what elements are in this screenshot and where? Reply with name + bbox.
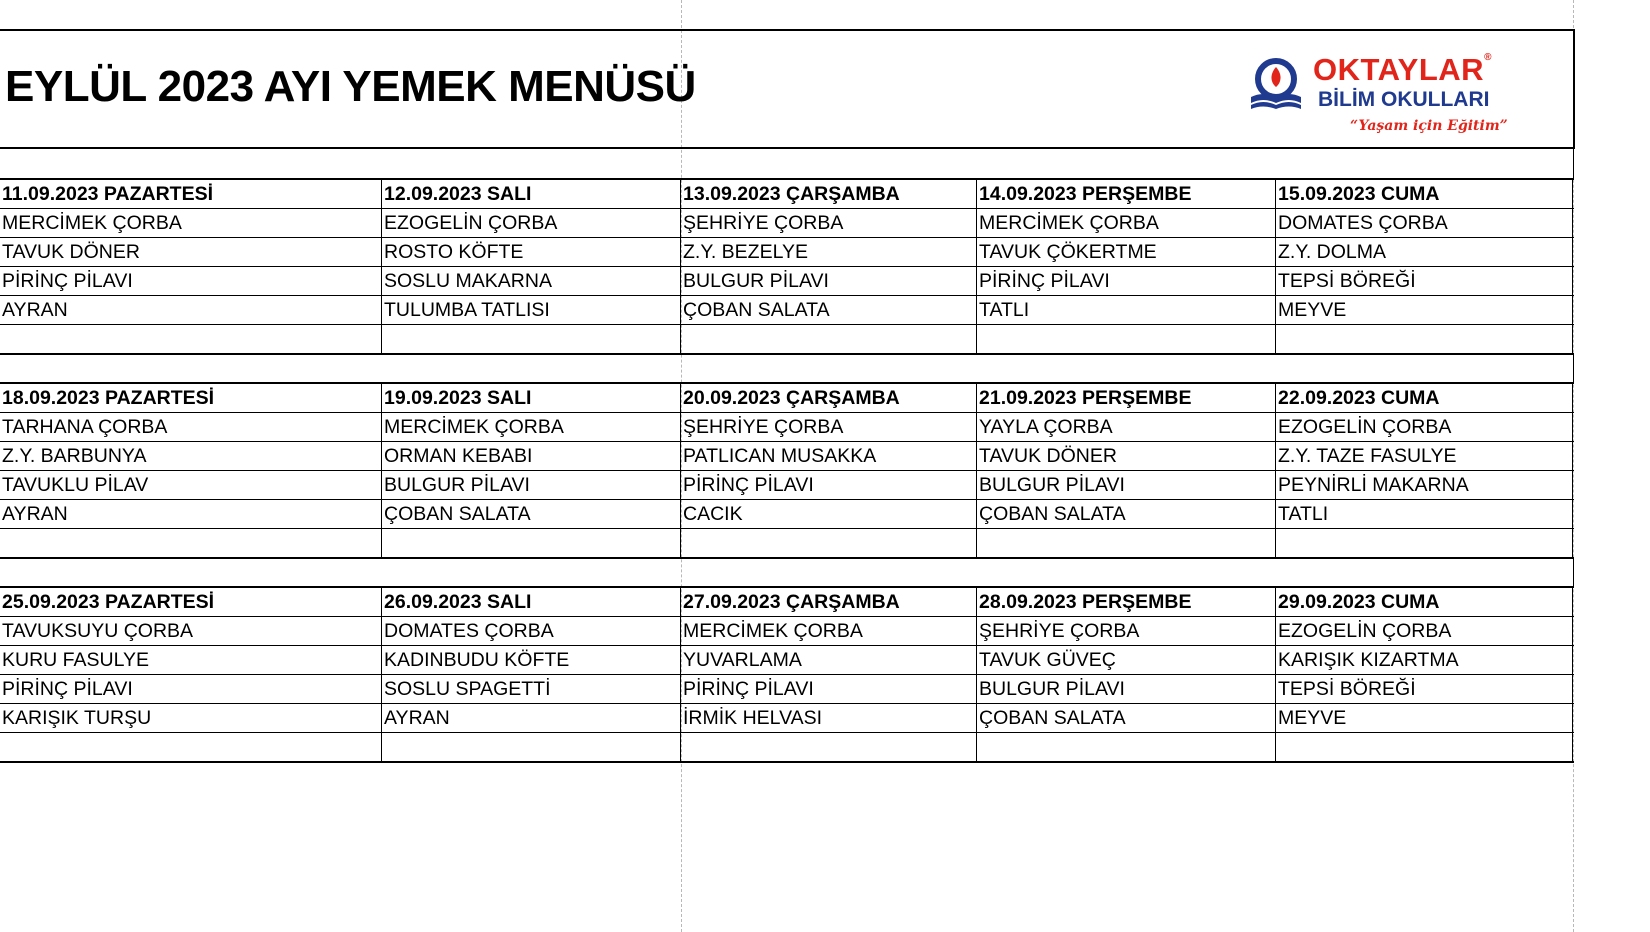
- menu-item-cell[interactable]: ÇOBAN SALATA: [976, 500, 1275, 528]
- menu-row: [0, 674, 1574, 703]
- menu-item-cell[interactable]: Z.Y. DOLMA: [1275, 238, 1573, 266]
- menu-item-cell[interactable]: PİRİNÇ PİLAVI: [680, 471, 976, 499]
- header-top-border: [0, 29, 1574, 31]
- menu-row: [0, 499, 1574, 528]
- day-header-cell[interactable]: 22.09.2023 CUMA: [1275, 384, 1573, 412]
- empty-row: [0, 732, 1574, 761]
- week-table: [0, 586, 1574, 763]
- menu-item-cell[interactable]: MEYVE: [1275, 296, 1573, 324]
- menu-item-cell[interactable]: MERCİMEK ÇORBA: [680, 617, 976, 645]
- menu-item-cell[interactable]: [976, 529, 1275, 557]
- day-header-cell[interactable]: 26.09.2023 SALI: [381, 588, 680, 616]
- day-header-cell[interactable]: 12.09.2023 SALI: [381, 180, 680, 208]
- menu-item-cell[interactable]: SOSLU MAKARNA: [381, 267, 680, 295]
- day-header-cell[interactable]: 21.09.2023 PERŞEMBE: [976, 384, 1275, 412]
- menu-item-cell[interactable]: PİRİNÇ PİLAVI: [680, 675, 976, 703]
- menu-row: [0, 208, 1574, 237]
- day-header-cell[interactable]: 15.09.2023 CUMA: [1275, 180, 1573, 208]
- menu-item-cell[interactable]: Z.Y. BARBUNYA: [2, 445, 147, 467]
- logo-slogan: “Yaşam için Eğitim”: [1350, 118, 1508, 134]
- menu-row: [0, 295, 1574, 324]
- menu-item-cell[interactable]: [680, 733, 976, 761]
- menu-item-cell[interactable]: KARIŞIK KIZARTMA: [1275, 646, 1573, 674]
- menu-item-cell[interactable]: KADINBUDU KÖFTE: [381, 646, 680, 674]
- menu-item-cell[interactable]: TATLI: [976, 296, 1275, 324]
- menu-item-cell[interactable]: TAVUK DÖNER: [976, 442, 1275, 470]
- menu-item-cell[interactable]: ROSTO KÖFTE: [381, 238, 680, 266]
- logo-subtitle: BİLİM OKULLARI: [1318, 88, 1490, 111]
- menu-item-cell[interactable]: ÇOBAN SALATA: [976, 704, 1275, 732]
- week-table: [0, 178, 1574, 355]
- menu-row: [0, 616, 1574, 645]
- menu-item-cell[interactable]: TEPSİ BÖREĞİ: [1275, 675, 1573, 703]
- menu-item-cell[interactable]: TAVUKLU PİLAV: [2, 474, 149, 496]
- menu-item-cell[interactable]: [680, 325, 976, 353]
- menu-row: [0, 237, 1574, 266]
- menu-row: [0, 645, 1574, 674]
- menu-item-cell[interactable]: PATLICAN MUSAKKA: [680, 442, 976, 470]
- day-header-cell[interactable]: 11.09.2023 PAZARTESİ: [2, 183, 213, 205]
- menu-item-cell[interactable]: SOSLU SPAGETTİ: [381, 675, 680, 703]
- menu-item-cell[interactable]: ORMAN KEBABI: [381, 442, 680, 470]
- menu-item-cell[interactable]: İRMİK HELVASI: [680, 704, 976, 732]
- day-header-row: [0, 382, 1574, 412]
- menu-item-cell[interactable]: Z.Y. TAZE FASULYE: [1275, 442, 1573, 470]
- menu-item-cell[interactable]: TAVUK ÇÖKERTME: [976, 238, 1275, 266]
- empty-row: [0, 528, 1574, 557]
- logo-brand: OKTAYLAR®: [1313, 52, 1492, 87]
- spacer-row: [0, 149, 1574, 179]
- menu-item-cell[interactable]: AYRAN: [381, 704, 680, 732]
- menu-item-cell[interactable]: [1275, 529, 1573, 557]
- menu-item-cell[interactable]: ŞEHRİYE ÇORBA: [680, 413, 976, 441]
- menu-item-cell[interactable]: [680, 529, 976, 557]
- menu-item-cell[interactable]: [381, 529, 680, 557]
- menu-item-cell[interactable]: MERCİMEK ÇORBA: [381, 413, 680, 441]
- menu-item-cell[interactable]: EZOGELİN ÇORBA: [1275, 617, 1573, 645]
- menu-item-cell[interactable]: [976, 325, 1275, 353]
- day-header-cell[interactable]: 25.09.2023 PAZARTESİ: [2, 591, 215, 613]
- menu-row: [0, 703, 1574, 732]
- menu-item-cell[interactable]: KARIŞIK TURŞU: [2, 707, 152, 729]
- menu-item-cell[interactable]: [0, 733, 381, 761]
- day-header-cell[interactable]: 13.09.2023 ÇARŞAMBA: [680, 180, 976, 208]
- menu-item-cell[interactable]: AYRAN: [2, 299, 68, 321]
- menu-item-cell[interactable]: AYRAN: [2, 503, 68, 525]
- menu-item-cell[interactable]: BULGUR PİLAVI: [976, 471, 1275, 499]
- menu-item-cell[interactable]: PİRİNÇ PİLAVI: [976, 267, 1275, 295]
- menu-item-cell[interactable]: EZOGELİN ÇORBA: [381, 209, 680, 237]
- day-header-cell[interactable]: 18.09.2023 PAZARTESİ: [2, 387, 215, 409]
- menu-item-cell[interactable]: PİRİNÇ PİLAVI: [2, 678, 133, 700]
- spacer-row: [0, 559, 1574, 588]
- day-header-cell[interactable]: 19.09.2023 SALI: [381, 384, 680, 412]
- menu-item-cell[interactable]: DOMATES ÇORBA: [1275, 209, 1573, 237]
- menu-item-cell[interactable]: KURU FASULYE: [2, 649, 150, 671]
- menu-row: [0, 266, 1574, 295]
- day-header-cell[interactable]: 28.09.2023 PERŞEMBE: [976, 588, 1275, 616]
- menu-item-cell[interactable]: PİRİNÇ PİLAVI: [2, 270, 133, 292]
- menu-item-cell[interactable]: EZOGELİN ÇORBA: [1275, 413, 1573, 441]
- menu-item-cell[interactable]: [0, 325, 381, 353]
- menu-item-cell[interactable]: [976, 733, 1275, 761]
- menu-item-cell[interactable]: CACIK: [680, 500, 976, 528]
- week-table: [0, 382, 1574, 559]
- day-header-row: [0, 586, 1574, 616]
- menu-item-cell[interactable]: TEPSİ BÖREĞİ: [1275, 267, 1573, 295]
- menu-item-cell[interactable]: TARHANA ÇORBA: [2, 416, 168, 438]
- school-emblem-icon: [1247, 57, 1305, 111]
- menu-item-cell[interactable]: ÇOBAN SALATA: [381, 500, 680, 528]
- menu-item-cell[interactable]: BULGUR PİLAVI: [976, 675, 1275, 703]
- day-header-cell[interactable]: 27.09.2023 ÇARŞAMBA: [680, 588, 976, 616]
- menu-item-cell[interactable]: [1275, 733, 1573, 761]
- menu-item-cell[interactable]: TULUMBA TATLISI: [381, 296, 680, 324]
- menu-item-cell[interactable]: ÇOBAN SALATA: [680, 296, 976, 324]
- menu-item-cell[interactable]: BULGUR PİLAVI: [680, 267, 976, 295]
- day-header-cell[interactable]: 20.09.2023 ÇARŞAMBA: [680, 384, 976, 412]
- menu-item-cell[interactable]: TAVUK GÜVEÇ: [976, 646, 1275, 674]
- menu-row: [0, 441, 1574, 470]
- day-header-cell[interactable]: 29.09.2023 CUMA: [1275, 588, 1573, 616]
- menu-item-cell[interactable]: MERCİMEK ÇORBA: [976, 209, 1275, 237]
- menu-item-cell[interactable]: [381, 733, 680, 761]
- menu-item-cell[interactable]: DOMATES ÇORBA: [381, 617, 680, 645]
- menu-item-cell[interactable]: TATLI: [1275, 500, 1573, 528]
- menu-item-cell[interactable]: ŞEHRİYE ÇORBA: [680, 209, 976, 237]
- menu-item-cell[interactable]: PEYNİRLİ MAKARNA: [1275, 471, 1573, 499]
- menu-item-cell[interactable]: Z.Y. BEZELYE: [680, 238, 976, 266]
- day-header-row: [0, 178, 1574, 208]
- header-right-border: [1573, 29, 1575, 149]
- menu-item-cell[interactable]: MERCİMEK ÇORBA: [2, 212, 182, 234]
- spacer-row: [0, 355, 1574, 384]
- menu-item-cell[interactable]: TAVUKSUYU ÇORBA: [2, 620, 194, 642]
- registered-mark: ®: [1484, 52, 1492, 63]
- menu-item-cell[interactable]: [381, 325, 680, 353]
- menu-item-cell[interactable]: BULGUR PİLAVI: [381, 471, 680, 499]
- menu-item-cell[interactable]: YUVARLAMA: [680, 646, 976, 674]
- menu-item-cell[interactable]: [1275, 325, 1573, 353]
- school-logo: [1247, 52, 1517, 142]
- menu-row: [0, 412, 1574, 441]
- menu-item-cell[interactable]: TAVUK DÖNER: [2, 241, 140, 263]
- menu-item-cell[interactable]: YAYLA ÇORBA: [976, 413, 1275, 441]
- menu-row: [0, 470, 1574, 499]
- menu-item-cell[interactable]: [0, 529, 381, 557]
- empty-row: [0, 324, 1574, 353]
- day-header-cell[interactable]: 14.09.2023 PERŞEMBE: [976, 180, 1275, 208]
- menu-item-cell[interactable]: MEYVE: [1275, 704, 1573, 732]
- menu-item-cell[interactable]: ŞEHRİYE ÇORBA: [976, 617, 1275, 645]
- page-title: EYLÜL 2023 AYI YEMEK MENÜSÜ: [5, 62, 696, 111]
